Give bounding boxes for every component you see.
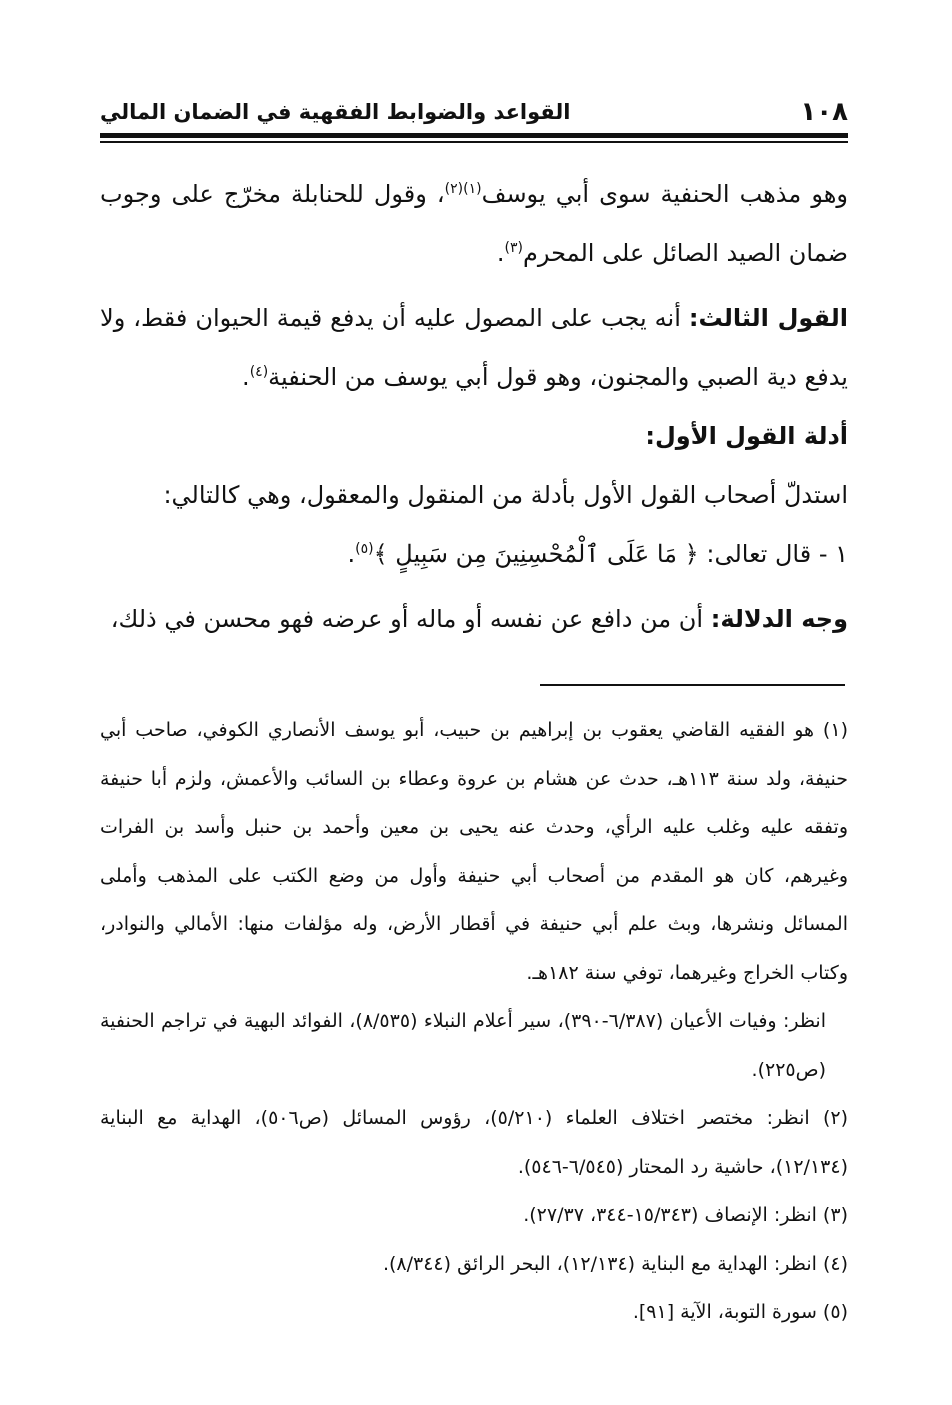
section-heading: أدلة القول الأول: <box>645 422 848 450</box>
footnote-1: (١) هو الفقيه القاضي يعقوب بن إبراهيم بن حبيب، أبو يوسف الأنصاري الكوفي، صاحب أبي حنيفة، ولد سنة ١١٣هـ، حدث عن هشام بن عروة وعطاء بن السائب والأعمش، ولزم أبا حنيفة وتفقه عليه وغلب عليه الرأي، وحدث عنه يحيى بن معين وأحمد بن حنبل وأسد بن الفرات وغيرهم، كان هو المقدم من أصحاب أبي حنيفة وأول من وضع الكتب على المذهب وأملى المسائل ونشرها، وبث علم أبي حنيفة في أقطار الأرض، وله مؤلفات منها: الأمالي والنوادر، وكتاب الخراج وغيرهما، توفي سنة ١٨٢هـ. <box>100 719 848 984</box>
footnote-1-references: انظر: وفيات الأعيان (٦/٣٨٧-٣٩٠)، سير أعلام النبلاء (٨/٥٣٥)، الفوائد البهية في تراجم الحنفية (ص٢٢٥). <box>100 1010 826 1081</box>
footnote-3: (٣) انظر: الإنصاف (١٥/٣٤٣-٣٤٤، ٢٧/٣٧). <box>523 1204 848 1226</box>
footnote-ref-4: (٤) <box>249 364 269 380</box>
paragraph-1-end: . <box>496 239 505 267</box>
third-opinion-label: القول الثالث: <box>688 304 848 332</box>
header-rule-thin <box>100 141 848 143</box>
quran-verse: ﴿ مَا عَلَى ٱلْمُحْسِنِينَ مِن سَبِيلٍ ﴾ <box>373 540 699 568</box>
footnotes <box>100 706 848 1337</box>
paragraph-1 <box>100 165 848 283</box>
header-rule-thick <box>100 133 848 138</box>
main-text <box>100 165 848 649</box>
paragraph-1-text-a: وهو مذهب الحنفية سوى أبي يوسف <box>481 180 848 208</box>
inference-label: وجه الدلالة: <box>710 605 848 633</box>
footnote-4: (٤) انظر: الهداية مع البناية (١٢/١٣٤)، البحر الرائق (٨/٣٤٤). <box>382 1252 848 1275</box>
paragraph-2-text: أنه يجب على المصول عليه أن يدفع قيمة الحيوان فقط، ولا يدفع دية الصبي والمجنون، وهو قول أبي يوسف من الحنفية <box>100 304 848 391</box>
footnote-ref-5: (٥) <box>355 541 374 557</box>
paragraph-4-end: . <box>347 540 356 568</box>
footnote-ref-1-2: (١)(٢) <box>444 181 482 197</box>
paragraph-2 <box>100 289 848 407</box>
footnote-separator <box>540 684 845 686</box>
paragraph-5 <box>100 590 848 649</box>
page-header <box>100 92 848 132</box>
footnote-5: (٥) سورة التوبة، الآية [٩١]. <box>632 1301 848 1323</box>
paragraph-3: استدلّ أصحاب القول الأول بأدلة من المنقول والمعقول، وهي كالتالي: <box>163 481 848 509</box>
paragraph-5-text: أن من دافع عن نفسه أو ماله أو عرضه فهو محسن في ذلك، <box>110 605 704 633</box>
footnote-2: (٢) انظر: مختصر اختلاف العلماء (٥/٢١٠)، رؤوس المسائل (ص٥٠٦)، الهداية مع البناية (١٢/١٣٤)، حاشية رد المحتار (٦/٥٤٥-٥٤٦). <box>100 1107 849 1178</box>
running-title: القواعد والضوابط الفقهية في الضمان المالي <box>100 100 571 124</box>
paragraph-2-end: . <box>242 363 250 391</box>
page-number: ١٠٨ <box>800 97 848 127</box>
paragraph-4 <box>100 525 848 584</box>
paragraph-1-text-b: ، وقول للحنابلة مخرّج على وجوب ضمان الصيد الصائل على المحرم <box>100 180 848 267</box>
footnote-ref-3: (٣) <box>504 240 523 256</box>
verse-intro: ١ - قال تعالى: <box>706 540 848 568</box>
